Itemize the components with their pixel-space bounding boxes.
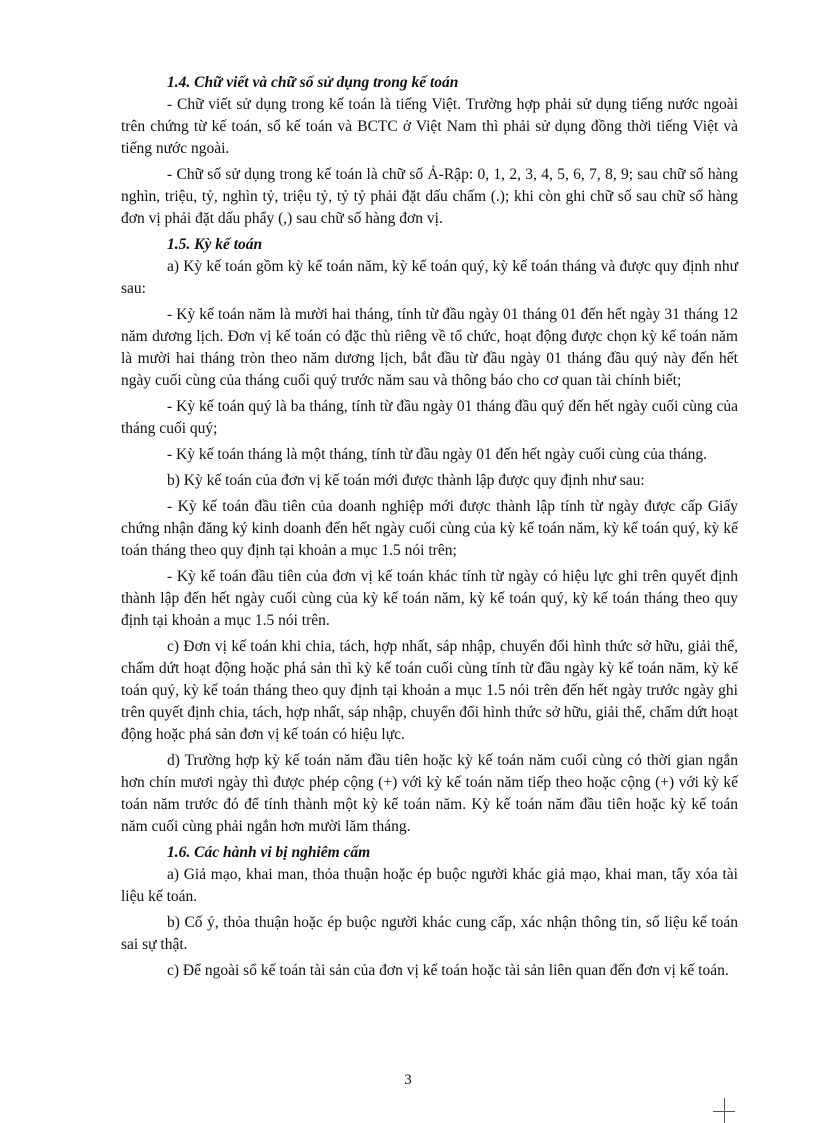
section-1-4 (121, 72, 738, 230)
paragraph: - Kỳ kế toán năm là mười hai tháng, tính từ đầu ngày 01 tháng 01 đến hết ngày 31 tháng 12 năm dương lịch. Đơn vị kế toán có đặc thù riêng về tổ chức, hoạt động được chọn kỳ kế toán năm là mười hai tháng tròn theo năm dương lịch, bắt đầu từ đầu ngày 01 tháng đầu quý này đến hết ngày cuối cùng của tháng cuối quý trước năm sau và thông báo cho cơ quan tài chính biết; (121, 306, 738, 389)
paragraph: c) Để ngoài sổ kế toán tài sản của đơn vị kế toán hoặc tài sản liên quan đến đơn vị kế toán. (167, 962, 729, 979)
paragraph: - Kỳ kế toán quý là ba tháng, tính từ đầu ngày 01 tháng đầu quý đến hết ngày cuối cùng của tháng cuối quý; (121, 398, 738, 437)
section-1-6 (121, 842, 738, 982)
paragraph: - Kỳ kế toán tháng là một tháng, tính từ đầu ngày 01 đến hết ngày cuối cùng của tháng. (167, 446, 708, 463)
section-heading: 1.4. Chữ viết và chữ số sử dụng trong kế toán (167, 74, 459, 91)
paragraph: a) Kỳ kế toán gồm kỳ kế toán năm, kỳ kế toán quý, kỳ kế toán tháng và được quy định như sau: (121, 258, 738, 297)
document-page (121, 72, 738, 986)
paragraph: - Kỳ kế toán đầu tiên của doanh nghiệp mới được thành lập tính từ ngày được cấp Giấy chứng nhận đăng ký kinh doanh đến hết ngày cuối cùng của kỳ kế toán năm, kỳ kế toán quý, kỳ kế toán tháng theo quy định tại khoản a mục 1.5 nói trên; (121, 498, 738, 559)
section-heading: 1.6. Các hành vi bị nghiêm cấm (167, 844, 371, 861)
section-1-5 (121, 234, 738, 838)
paragraph: c) Đơn vị kế toán khi chia, tách, hợp nhất, sáp nhập, chuyển đổi hình thức sở hữu, giải thể, chấm dứt hoạt động hoặc phá sản thì kỳ kế toán cuối cùng tính từ đầu ngày kỳ kế toán năm, kỳ kế toán quý, kỳ kế toán tháng theo quy định tại khoản a mục 1.5 nói trên đến hết ngày trước ngày ghi trên quyết định chia, tách, hợp nhất, sáp nhập, chuyển đổi hình thức sở hữu, giải thể, chấm dứt hoạt động hoặc phá sản đơn vị kế toán có hiệu lực. (121, 638, 738, 743)
crop-mark-horizontal (713, 1111, 735, 1112)
paragraph: b) Cố ý, thỏa thuận hoặc ép buộc người khác cung cấp, xác nhận thông tin, số liệu kế toán sai sự thật. (121, 914, 738, 953)
paragraph: a) Giả mạo, khai man, thỏa thuận hoặc ép buộc người khác giả mạo, khai man, tẩy xóa tài liệu kế toán. (121, 866, 738, 905)
paragraph: - Chữ viết sử dụng trong kế toán là tiếng Việt. Trường hợp phải sử dụng tiếng nước ngoài trên chứng từ kế toán, sổ kế toán và BCTC ở Việt Nam thì phải sử dụng đồng thời tiếng Việt và tiếng nước ngoài. (121, 96, 738, 157)
paragraph: - Chữ số sử dụng trong kế toán là chữ số Ả-Rập: 0, 1, 2, 3, 4, 5, 6, 7, 8, 9; sau chữ số hàng nghìn, triệu, tỷ, nghìn tỷ, triệu tỷ, tỷ tỷ phải đặt dấu chấm (.); khi còn ghi chữ số sau chữ số hàng đơn vị phải đặt dấu phẩy (,) sau chữ số hàng đơn vị. (121, 166, 738, 227)
page-number: 3 (404, 1072, 412, 1088)
paragraph: - Kỳ kế toán đầu tiên của đơn vị kế toán khác tính từ ngày có hiệu lực ghi trên quyết định thành lập đến hết ngày cuối cùng của kỳ kế toán năm, kỳ kế toán quý, kỳ kế toán tháng theo quy định tại khoản a mục 1.5 nói trên. (121, 568, 738, 629)
section-heading: 1.5. Kỳ kế toán (167, 236, 263, 253)
paragraph: d) Trường hợp kỳ kế toán năm đầu tiên hoặc kỳ kế toán năm cuối cùng có thời gian ngắn hơn chín mươi ngày thì được phép cộng (+) với kỳ kế toán năm tiếp theo hoặc cộng (+) với kỳ kế toán năm trước đó để tính thành một kỳ kế toán năm. Kỳ kế toán năm đầu tiên hoặc kỳ kế toán năm cuối cùng phải ngắn hơn mười lăm tháng. (121, 752, 738, 835)
paragraph: b) Kỳ kế toán của đơn vị kế toán mới được thành lập được quy định như sau: (167, 472, 645, 489)
